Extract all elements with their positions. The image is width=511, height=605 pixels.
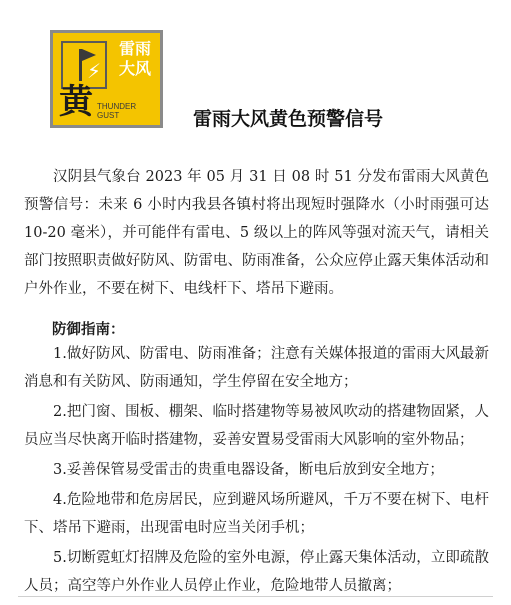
intro-paragraph: 汉阴县气象台 2023 年 05 月 31 日 08 时 51 分发布雷雨大风黄色预警信号：未来 6 小时内我县各镇村将出现短时强降水（小时雨强可达 10-20 毫米），并可能伴有雷电、5 级以上的阵风等强对流天气，请相关部门按照职责做好防风、防雷电、防雨准备，公众应停止露天集体活动和户外作业，不要在树下、电线杆下、塔吊下避雨。 (24, 169, 489, 297)
guide-item: 1.做好防风、防雷电、防雨准备；注意有关媒体报道的雷雨大风最新消息和有关防风、防雨通知，学生停留在安全地方； (24, 346, 489, 390)
guide-item: 5.切断霓虹灯招牌及危险的室外电源，停止露天集体活动，立即疏散人员；高空等户外作业人员停止作业，危险地带人员撤离； (24, 550, 489, 594)
lightning-bolt-icon: ⚡ (87, 59, 102, 83)
guide-heading: 防御指南： (52, 322, 125, 338)
guide-item: 2.把门窗、围板、棚架、临时搭建物等易被风吹动的搭建物固紧，人员应当尽快离开临时搭建物，妥善安置易受雷雨大风影响的室外物品； (24, 404, 489, 448)
icon-label-line1: 雷雨 (118, 39, 151, 58)
icon-label-line2: 大风 (118, 59, 151, 78)
guide-item: 4.危险地带和危房居民，应到避风场所避风，千万不要在树下、电杆下、塔吊下避雨，出现雷电时应当关闭手机； (24, 492, 489, 536)
icon-label-english: THUNDER GUST (97, 102, 137, 120)
guide-item: 3.妥善保管易受雷击的贵重电器设备，断电后放到安全地方； (53, 462, 444, 478)
page-bottom-rule (18, 596, 493, 597)
warning-signal-icon (50, 30, 163, 128)
signal-level-char: 黄 (59, 82, 93, 122)
document-title: 雷雨大风黄色预警信号 (193, 108, 384, 130)
guide-list (24, 340, 489, 602)
icon-label-chinese (111, 39, 159, 79)
